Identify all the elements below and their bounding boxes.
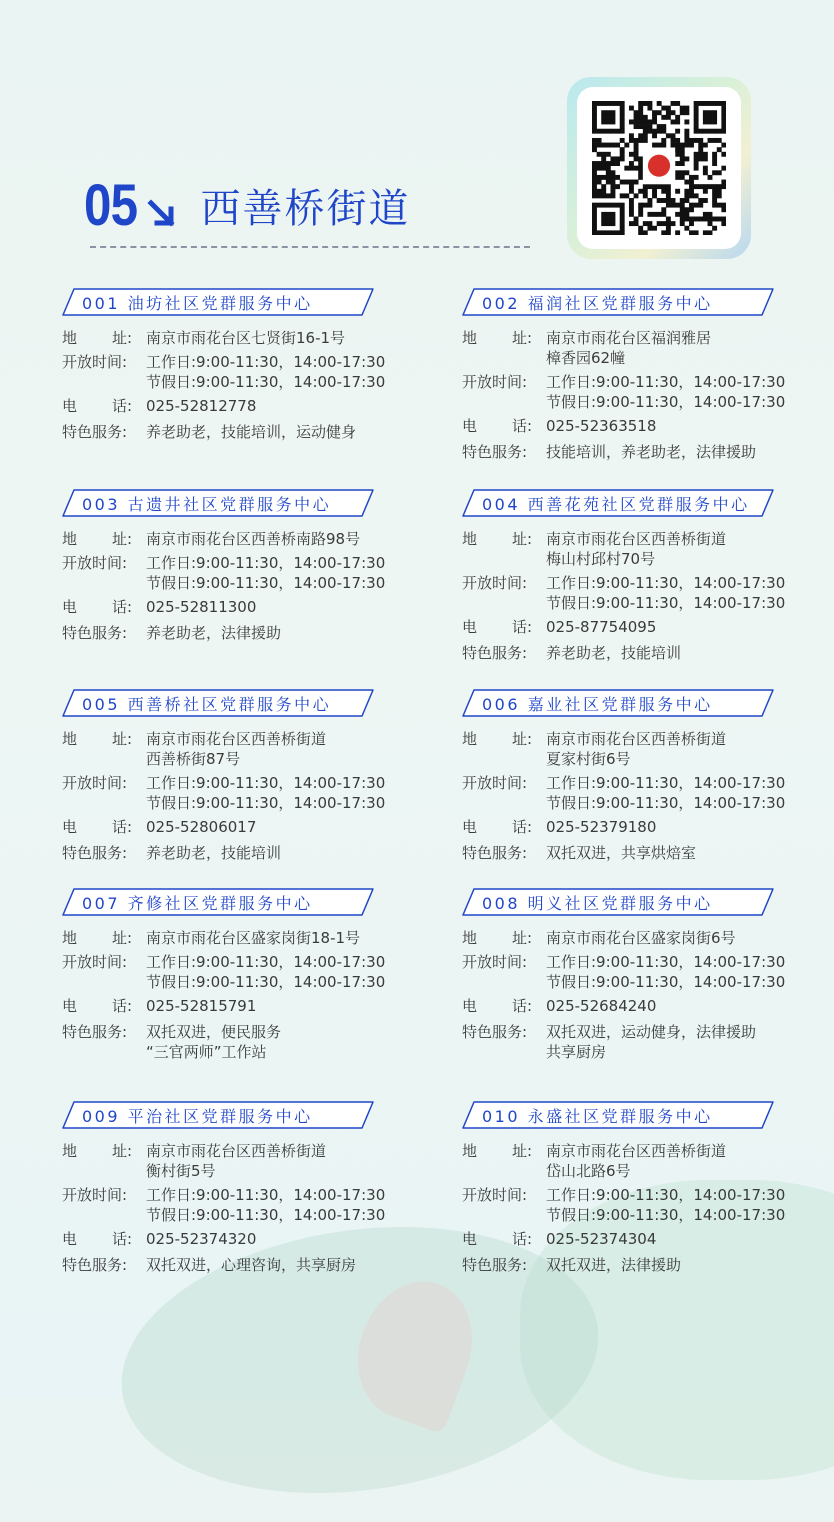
center-services: 双托双进，运动健身，法律援助 共享厨房 [546,1023,757,1061]
center-services: 双托双进，法律援助 [546,1256,682,1274]
center-address: 南京市雨花台区西善桥街道 岱山北路6号 [546,1142,727,1180]
center-hours: 工作日:9:00-11:30，14:00-17:30 节假日:9:00-11:30，14:00-17:30 [146,554,386,592]
center-hours: 工作日:9:00-11:30，14:00-17:30 节假日:9:00-11:30，14:00-17:30 [546,574,786,612]
center-address: 南京市雨花台区西善桥街道 西善桥街87号 [146,730,327,768]
service-center-card: 002 福润社区党群服务中心 地 址: 南京市雨花台区福润雅居 樟香园62幢 开放时间: 工作日:9:00-11:30，14:00-17:30 节假日:9:00-11:30，14:00-17:30 电 话: 025-52363518 特色服务: 技能培训，养老助老，法律援助 [462,288,792,462]
service-center-card: 008 明义社区党群服务中心 地 址: 南京市雨花台区盛家岗街6号 开放时间: 工作日:9:00-11:30，14:00-17:30 节假日:9:00-11:30，14:00-17:30 电 话: 025-52684240 特色服务: 双托双进，运动健身，法律援助 共享厨房 [462,888,792,1062]
section-header [84,170,411,240]
center-title: 008 明义社区党群服务中心 [482,894,713,913]
center-services: 养老助老，技能培训 [146,844,282,862]
center-title-tag [462,489,774,517]
arrow-down-right-icon [145,197,179,231]
center-hours: 工作日:9:00-11:30，14:00-17:30 节假日:9:00-11:30，14:00-17:30 [546,1186,786,1224]
center-address: 南京市雨花台区盛家岗街18-1号 [146,929,361,947]
service-center-card: 007 齐修社区党群服务中心 地 址: 南京市雨花台区盛家岗街18-1号 开放时间: 工作日:9:00-11:30，14:00-17:30 节假日:9:00-11:30，14:00-17:30 电 话: 025-52815791 特色服务: 双托双进，便民服务 “三官两师”工作站 [62,888,392,1062]
center-phone: 025-52815791 [146,997,257,1015]
center-services: 双托双进，共享烘焙室 [546,844,697,862]
center-hours: 工作日:9:00-11:30，14:00-17:30 节假日:9:00-11:30，14:00-17:30 [546,953,786,991]
center-title-tag [62,689,374,717]
center-phone: 025-52374304 [546,1230,657,1248]
service-center-card: 001 油坊社区党群服务中心 地 址: 南京市雨花台区七贤街16-1号 开放时间: 工作日:9:00-11:30，14:00-17:30 节假日:9:00-11:30，14:00-17:30 电 话: 025-52812778 特色服务: 养老助老，技能培训，运动健身 [62,288,392,442]
center-address: 南京市雨花台区西善桥南路98号 [146,530,361,548]
center-phone: 025-52806017 [146,818,257,836]
center-phone: 025-52811300 [146,598,257,616]
service-center-card: 005 西善桥社区党群服务中心 地 址: 南京市雨花台区西善桥街道 西善桥街87号 开放时间: 工作日:9:00-11:30，14:00-17:30 节假日:9:00-11:30，14:00-17:30 电 话: 025-52806017 特色服务: 养老助老，技能培训 [62,689,392,863]
center-title-tag [62,888,374,916]
center-title: 002 福润社区党群服务中心 [482,294,713,313]
center-hours: 工作日:9:00-11:30，14:00-17:30 节假日:9:00-11:30，14:00-17:30 [146,953,386,991]
center-phone: 025-52374320 [146,1230,257,1248]
center-title-tag [462,888,774,916]
center-title: 009 平治社区党群服务中心 [82,1107,313,1126]
center-title-tag [462,288,774,316]
center-title: 001 油坊社区党群服务中心 [82,294,313,313]
center-hours: 工作日:9:00-11:30，14:00-17:30 节假日:9:00-11:30，14:00-17:30 [546,373,786,411]
divider [90,246,530,248]
center-services: 养老助老，技能培训 [546,644,682,662]
center-services: 养老助老，技能培训，运动健身 [146,423,357,441]
center-title: 010 永盛社区党群服务中心 [482,1107,713,1126]
center-phone: 025-87754095 [546,618,657,636]
center-phone: 025-52379180 [546,818,657,836]
center-phone: 025-52684240 [546,997,657,1015]
center-address: 南京市雨花台区西善桥街道 梅山村邱村70号 [546,530,727,568]
center-services: 双托双进，便民服务 “三官两师”工作站 [146,1023,282,1061]
center-title: 003 古遗井社区党群服务中心 [82,495,332,514]
center-services: 技能培训，养老助老，法律援助 [546,443,757,461]
center-title: 006 嘉业社区党群服务中心 [482,695,713,714]
center-title-tag [62,489,374,517]
service-center-card: 006 嘉业社区党群服务中心 地 址: 南京市雨花台区西善桥街道 夏家村街6号 开放时间: 工作日:9:00-11:30，14:00-17:30 节假日:9:00-11:30，14:00-17:30 电 话: 025-52379180 特色服务: 双托双进，共享烘焙室 [462,689,792,863]
section-number: 05 [84,172,138,238]
service-center-card: 010 永盛社区党群服务中心 地 址: 南京市雨花台区西善桥街道 岱山北路6号 开放时间: 工作日:9:00-11:30，14:00-17:30 节假日:9:00-11:30，14:00-17:30 电 话: 025-52374304 特色服务: 双托双进，法律援助 [462,1101,792,1275]
qr-code-icon[interactable] [592,101,726,235]
center-phone: 025-52363518 [546,417,657,435]
center-address: 南京市雨花台区七贤街16-1号 [146,329,346,347]
center-title-tag [62,288,374,316]
center-phone: 025-52812778 [146,397,257,415]
service-center-card: 004 西善花苑社区党群服务中心 地 址: 南京市雨花台区西善桥街道 梅山村邱村70号 开放时间: 工作日:9:00-11:30，14:00-17:30 节假日:9:00-11:30，14:00-17:30 电 话: 025-87754095 特色服务: 养老助老，技能培训 [462,489,792,663]
center-address: 南京市雨花台区福润雅居 樟香园62幢 [546,329,712,367]
center-title-tag [462,1101,774,1129]
service-center-card: 009 平治社区党群服务中心 地 址: 南京市雨花台区西善桥街道 衡村街5号 开放时间: 工作日:9:00-11:30，14:00-17:30 节假日:9:00-11:30，14:00-17:30 电 话: 025-52374320 特色服务: 双托双进，心理咨询，共享厨房 [62,1101,392,1275]
center-title: 007 齐修社区党群服务中心 [82,894,313,913]
center-address: 南京市雨花台区西善桥街道 衡村街5号 [146,1142,327,1180]
service-center-card: 003 古遗井社区党群服务中心 地 址: 南京市雨花台区西善桥南路98号 开放时间: 工作日:9:00-11:30，14:00-17:30 节假日:9:00-11:30，14:00-17:30 电 话: 025-52811300 特色服务: 养老助老，法律援助 [62,489,392,643]
center-hours: 工作日:9:00-11:30，14:00-17:30 节假日:9:00-11:30，14:00-17:30 [546,774,786,812]
center-title-tag [462,689,774,717]
center-hours: 工作日:9:00-11:30，14:00-17:30 节假日:9:00-11:30，14:00-17:30 [146,774,386,812]
center-services: 养老助老，法律援助 [146,624,282,642]
center-title: 005 西善桥社区党群服务中心 [82,695,332,714]
page-title: 西善桥街道 [200,185,411,232]
qr-code-frame [567,77,751,259]
center-hours: 工作日:9:00-11:30，14:00-17:30 节假日:9:00-11:30，14:00-17:30 [146,1186,386,1224]
center-services: 双托双进，心理咨询，共享厨房 [146,1256,357,1274]
center-hours: 工作日:9:00-11:30，14:00-17:30 节假日:9:00-11:30，14:00-17:30 [146,353,386,391]
center-address: 南京市雨花台区西善桥街道 夏家村街6号 [546,730,727,768]
center-title-tag [62,1101,374,1129]
center-address: 南京市雨花台区盛家岗街6号 [546,929,736,947]
center-title: 004 西善花苑社区党群服务中心 [482,495,750,514]
